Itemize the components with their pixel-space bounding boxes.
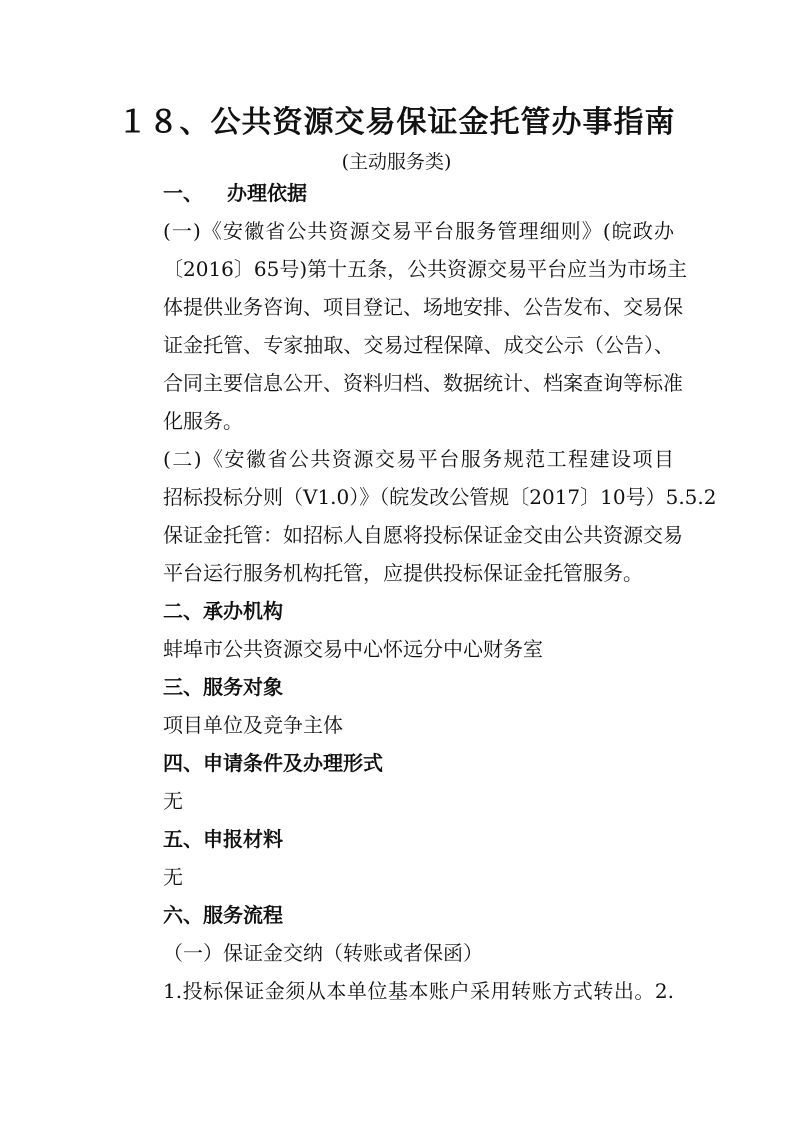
section-content-materials: 无 [163, 865, 183, 889]
paragraph-line: (一)《安徽省公共资源交易平台服务管理细则》(皖政办 [163, 219, 674, 243]
section-heading-basis [163, 181, 307, 205]
paragraph-line: (二)《安徽省公共资源交易平台服务规范工程建设项目 [163, 447, 674, 471]
document-subtitle: (主动服务类) [341, 151, 452, 173]
paragraph-line: 体提供业务咨询、项目登记、场地安排、公告发布、交易保 [163, 295, 683, 319]
section-heading-materials: 五、申报材料 [163, 827, 283, 851]
paragraph-line: 保证金托管：如招标人自愿将投标保证金交由公共资源交易 [163, 523, 683, 547]
section-heading-process: 六、服务流程 [163, 903, 283, 927]
paragraph-line: 合同主要信息公开、资料归档、数据统计、档案查询等标准 [163, 371, 683, 395]
document-title: １８、公共资源交易保证金托管办事指南 [117, 105, 676, 140]
paragraph-line: 招标投标分则（V1.0）》（皖发改公管规〔2017〕10号）5.5.2 [163, 485, 717, 509]
section-content-conditions: 无 [163, 789, 183, 813]
process-subheading: （一）保证金交纳（转账或者保函） [163, 941, 483, 965]
section-heading-target: 三、服务对象 [163, 675, 283, 699]
section-heading-conditions: 四、申请条件及办理形式 [163, 751, 383, 775]
section-title: 办理依据 [227, 181, 307, 205]
paragraph-line: 〔2016〕65号)第十五条，公共资源交易平台应当为市场主 [163, 257, 688, 281]
paragraph-line: 证金托管、专家抽取、交易过程保障、成交公示（公告）、 [163, 333, 674, 357]
paragraph-line: 平台运行服务机构托管，应提供投标保证金托管服务。 [163, 561, 643, 585]
paragraph-line: 1.投标保证金须从本单位基本账户采用转账方式转出。2. [163, 979, 674, 1003]
section-heading-agency: 二、承办机构 [163, 599, 283, 623]
section-number: 一、 [163, 181, 203, 205]
paragraph-line: 化服务。 [163, 409, 243, 433]
section-content-target: 项目单位及竞争主体 [163, 713, 343, 737]
section-content-agency: 蚌埠市公共资源交易中心怀远分中心财务室 [163, 637, 543, 661]
